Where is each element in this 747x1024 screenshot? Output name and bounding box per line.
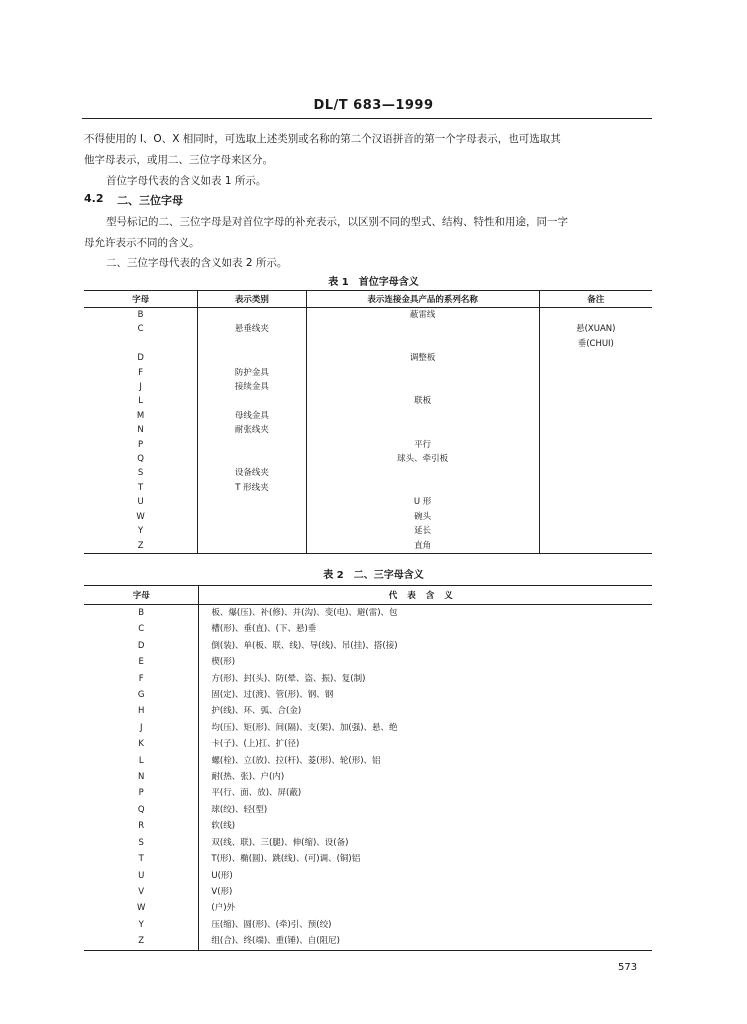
table-cell: U(形)	[199, 868, 652, 884]
table-cell	[539, 409, 652, 423]
table-cell	[539, 452, 652, 466]
table-cell: M	[136, 410, 145, 421]
table-cell: 防护金具	[198, 366, 306, 380]
table-cell	[198, 351, 306, 365]
table-cell	[198, 510, 306, 524]
table-cell: 均(压)、矩(形)、间(隔)、支(架)、加(强)、悬、绝	[199, 720, 652, 736]
table-cell	[198, 452, 306, 466]
table1-row	[84, 380, 652, 394]
table-cell: J	[139, 722, 143, 733]
page-header: DL/T 683—1999	[313, 98, 434, 113]
table-cell: 固(定)、过(渡)、管(形)、钢、钢	[199, 687, 652, 703]
table-cell: E	[138, 657, 144, 668]
table-cell: 软(线)	[199, 818, 652, 834]
table-cell: G	[137, 690, 145, 701]
table-cell: 调整板	[306, 351, 539, 365]
table2-row	[84, 851, 652, 867]
table-cell: 悬(XUAN)	[539, 322, 652, 336]
table2-row	[84, 671, 652, 687]
table-cell	[539, 510, 652, 524]
page-number: 573	[618, 962, 638, 973]
table-cell: T 形线夹	[198, 481, 306, 495]
table-cell: U	[137, 497, 144, 508]
table-cell: B	[138, 608, 145, 618]
table-cell: 楔(形)	[199, 654, 652, 670]
table-cell: 倒(装)、单(板、联、线)、导(线)、吊(挂)、搭(接)	[199, 638, 652, 654]
table-cell: 设备线夹	[198, 466, 306, 480]
table2-row	[84, 933, 652, 950]
table-cell: L	[138, 396, 143, 407]
table-cell: H	[137, 706, 145, 717]
table-cell	[306, 366, 539, 380]
paragraph-line: 母允许表示不同的含义。	[84, 237, 200, 249]
table-cell	[539, 351, 652, 365]
table1-row	[84, 466, 652, 480]
table-cell	[198, 495, 306, 509]
table-cell: T	[138, 482, 144, 493]
table1-row	[84, 438, 652, 452]
table1-row	[84, 351, 652, 365]
table-cell	[539, 539, 652, 554]
table-cell: P	[138, 439, 144, 450]
table-cell: 联板	[306, 394, 539, 408]
table-cell: 螺(栓)、立(放)、拉(杆)、菱(形)、轮(形)、铝	[199, 753, 652, 769]
paragraph-line: 型号标记的二、三位字母是对首位字母的补充表示，以区别不同的型式、结构、特性和用途，同一字	[106, 216, 568, 228]
table-cell	[306, 380, 539, 394]
table1-row	[84, 495, 652, 509]
table-cell: U 形	[306, 495, 539, 509]
table-cell	[539, 466, 652, 480]
table-cell	[539, 366, 652, 380]
table-cell: 蔽雷线	[306, 308, 539, 323]
paragraph-line: 他字母表示，或用二、三位字母来区分。	[84, 154, 273, 166]
table-cell	[306, 481, 539, 495]
table-cell: S	[138, 837, 144, 848]
table-cell: J	[139, 382, 142, 393]
table2-row	[84, 605, 652, 622]
table-cell: Y	[138, 919, 144, 930]
table-cell: 耐张线夹	[198, 423, 306, 437]
table-cell: 卡(子)、(上)扛、扩(径)	[199, 736, 652, 752]
table2-header-row	[84, 586, 652, 605]
table-cell: D	[137, 640, 145, 651]
table-cell: Z	[137, 540, 144, 551]
table-cell: 方(形)、封(头)、防(晕、盗、振)、复(制)	[199, 671, 652, 687]
table1-row	[84, 423, 652, 437]
table-cell: 板、爆(压)、补(修)、并(沟)、变(电)、避(雷)、包	[199, 605, 652, 622]
table1-row	[84, 308, 652, 323]
table1-row	[84, 524, 652, 538]
table-cell	[539, 380, 652, 394]
table-cell: Q	[137, 804, 145, 815]
table-cell	[198, 539, 306, 554]
table-cell	[198, 308, 306, 323]
table1-row	[84, 409, 652, 423]
table1-row	[84, 481, 652, 495]
table1-row	[84, 322, 652, 336]
table-cell: 悬垂线夹	[198, 322, 306, 336]
table1	[84, 290, 652, 554]
table-cell: K	[138, 739, 144, 750]
table-cell	[539, 495, 652, 509]
table2-header-cell: 代表含义	[199, 586, 652, 605]
table2-row	[84, 917, 652, 933]
table2-row	[84, 835, 652, 851]
table-cell: 平行	[306, 438, 539, 452]
table-cell: 碗头	[306, 510, 539, 524]
table-cell: T	[138, 854, 144, 865]
table2-caption: 表 2 二、三字母含义	[323, 570, 424, 581]
table-cell: 双(线、联)、三(腿)、伸(缩)、设(备)	[199, 835, 652, 851]
table-cell: 护(线)、环、弧、合(金)	[199, 703, 652, 719]
table1-row	[84, 539, 652, 554]
table-cell	[539, 481, 652, 495]
table-cell: 耐(热、张)、户(内)	[199, 769, 652, 785]
paragraph: 二、三位字母代表的含义如表 2 所示。	[106, 257, 288, 269]
table1-row	[84, 394, 652, 408]
table2-row	[84, 769, 652, 785]
table-cell	[198, 524, 306, 538]
table-cell	[306, 337, 539, 351]
table1-header-row	[84, 291, 652, 308]
table-cell: 球头、牵引板	[306, 452, 539, 466]
table-cell	[306, 409, 539, 423]
table1-header-cell: 表示类别	[198, 291, 306, 308]
table-cell: N	[138, 772, 145, 783]
table-cell: 延长	[306, 524, 539, 538]
table-cell	[539, 524, 652, 538]
table2-row	[84, 736, 652, 752]
table2-row	[84, 753, 652, 769]
table-cell	[306, 423, 539, 437]
table-cell: T(形)、椭(圆)、跳(线)、(可)调、(铜)铝	[199, 851, 652, 867]
table-cell: R	[138, 821, 145, 832]
table2-row	[84, 621, 652, 637]
table-cell	[198, 394, 306, 408]
table-cell: P	[138, 788, 144, 799]
table2-row	[84, 638, 652, 654]
table-cell	[539, 438, 652, 452]
table-cell: 平(行、面、放)、屏(蔽)	[199, 785, 652, 801]
table-cell: 直角	[306, 539, 539, 554]
section-number: 4.2	[84, 192, 104, 205]
table2-row	[84, 654, 652, 670]
table-cell: Z	[138, 936, 145, 947]
table-cell: S	[137, 468, 144, 479]
table-cell: 槽(形)、垂(直)、(下、悬)垂	[199, 621, 652, 637]
table1-header-cell: 字母	[84, 291, 198, 308]
table-cell	[539, 308, 652, 323]
table-cell: Q	[137, 454, 144, 465]
table2-row	[84, 703, 652, 719]
table-cell	[84, 337, 198, 351]
table-cell	[539, 394, 652, 408]
table-cell: U	[138, 870, 145, 881]
table1-row	[84, 452, 652, 466]
table1-row	[84, 510, 652, 524]
table-cell: 接续金具	[198, 380, 306, 394]
table2-row	[84, 785, 652, 801]
table2-row	[84, 720, 652, 736]
table-cell	[306, 466, 539, 480]
table-cell: V(形)	[199, 884, 652, 900]
table1-caption: 表 1 首位字母含义	[328, 277, 419, 288]
table2-row	[84, 900, 652, 916]
table-cell	[306, 322, 539, 336]
table1-header-cell: 表示连接金具产品的系列名称	[306, 291, 539, 308]
table-cell: 垂(CHUI)	[539, 337, 652, 351]
table-cell	[198, 438, 306, 452]
table2-row	[84, 802, 652, 818]
table2	[84, 585, 652, 951]
section-title: 二、三位字母	[117, 194, 183, 207]
table-cell: 压(缩)、圆(形)、(牵)引、预(绞)	[199, 917, 652, 933]
table-cell: C	[138, 624, 145, 635]
table2-row	[84, 884, 652, 900]
table-cell: (户)外	[199, 900, 652, 916]
table1-row	[84, 366, 652, 380]
table2-row	[84, 818, 652, 834]
table-cell: W	[136, 903, 146, 914]
table-cell: Y	[138, 526, 144, 537]
table-cell	[198, 337, 306, 351]
table-cell: F	[138, 673, 144, 684]
table-cell	[539, 423, 652, 437]
table-cell: V	[138, 886, 145, 897]
table-cell: 组(合)、终(端)、重(锤)、自(阻尼)	[199, 933, 652, 950]
table-cell: 球(绞)、轻(型)	[199, 802, 652, 818]
paragraph-line: 不得使用的 I、O、X 相同时，可选取上述类别或名称的第二个汉语拼音的第一个字母表示，也可选取其	[84, 133, 561, 145]
table-cell: 母线金具	[198, 409, 306, 423]
table-cell: N	[137, 425, 144, 436]
table1-row	[84, 337, 652, 351]
table2-row	[84, 868, 652, 884]
table-cell: D	[137, 353, 144, 364]
table2-header-cell: 字母	[84, 586, 199, 605]
table1-header-cell: 备注	[539, 291, 652, 308]
table-cell: C	[137, 324, 144, 335]
paragraph: 首位字母代表的含义如表 1 所示。	[106, 175, 267, 187]
table-cell: W	[136, 511, 145, 522]
table2-row	[84, 687, 652, 703]
header-divider	[82, 118, 652, 119]
table-cell: L	[138, 755, 144, 766]
table-cell: B	[137, 310, 144, 320]
table-cell: F	[138, 367, 144, 378]
